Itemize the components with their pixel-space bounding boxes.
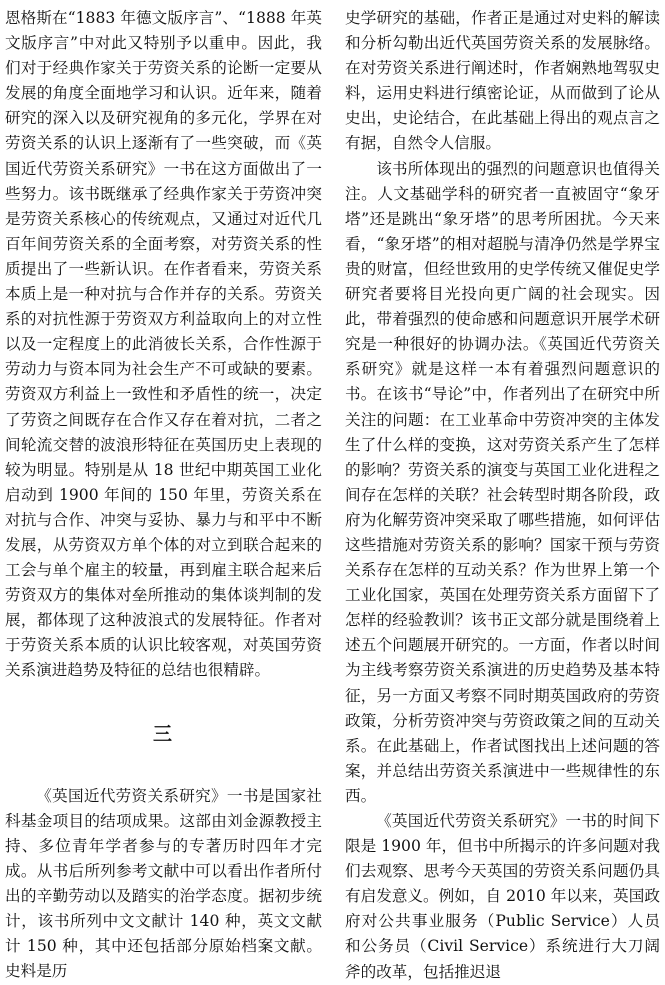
right-column xyxy=(345,6,660,985)
body-paragraph: 《英国近代劳资关系研究》一书是国家社科基金项目的结项成果。这部由刘金源教授主持、多位青年学者参与的专著历时四年才完成。从书后所列参考文献中可以看出作者所付出的辛勤劳动以及踏实的治学态度。据初步统计，该书所列中文文献计 140 种，英文文献计 150 种，其中还包括部分原始档案文献。史料是历 xyxy=(5,786,322,981)
body-paragraph: 该书所体现出的强烈的问题意识也值得关注。人文基础学科的研究者一直被固守“象牙塔”还是跳出“象牙塔”的思考所困扰。今天来看，“象牙塔”的相对超脱与清净仍然是学界宝贵的财富，但经世致用的史学传统又催促史学研究者要将目光投向更广阔的社会现实。因此，带着强烈的使命感和问题意识开展学术研究是一种很好的协调办法。《英国近代劳资关系研究》就是这样一本有着强烈问题意识的书。在该书“导论”中，作者列出了在研究中所关注的问题：在工业革命中劳资冲突的主体发生了什么样的变换，这对劳资关系产生了怎样的影响？劳资关系的演变与英国工业化进程之间存在怎样的关联？社会转型时期各阶段，政府为化解劳资冲突采取了哪些措施，如何评估这些措施对劳资关系的影响？国家干预与劳资关系存在怎样的互动关系？作为世界上第一个工业化国家，英国在处理劳资关系方面留下了怎样的经验教训？该书正文部分就是围绕着上述五个问题展开研究的。一方面，作者以时间为主线考察劳资关系演进的历史趋势及基本特征，另一方面又考察不同时期英国政府的劳资政策，分析劳资冲突与劳资政策之间的互动关系。在此基础上，作者试图找出上述问题的答案，并总结出劳资关系演进中一些规律性的东西。 xyxy=(345,159,660,805)
body-paragraph: 史学研究的基础，作者正是通过对史料的解读和分析勾勒出近代英国劳资关系的发展脉络。在对劳资关系进行阐述时，作者娴熟地驾驭史料，运用史料进行缜密论证，从而做到了论从史出，史论结合，在此基础上得出的观点言之有据，自然令人信服。 xyxy=(345,9,660,153)
left-column xyxy=(5,6,322,984)
body-paragraph: 《英国近代劳资关系研究》一书的时间下限是 1900 年，但书中所揭示的许多问题对我们去观察、思考今天英国的劳资关系问题仍具有启发意义。例如，自 2010 年以来，英国政府对公共事业服务（Public Service）人员和公务员（Civil Service）系统进行大刀阔斧的改革，包括推迟退 xyxy=(345,812,660,981)
body-paragraph: 恩格斯在“1883 年德文版序言”、“1888 年英文版序言”中对此又特别予以重申。因此，我们对于经典作家关于劳资关系的论断一定要从发展的角度全面地学习和认识。近年来，随着研究的深入以及研究视角的多元化，学界在对劳资关系的认识上逐渐有了一些突破，而《英国近代劳资关系研究》一书在这方面做出了一些努力。该书既继承了经典作家关于劳资冲突是劳资关系核心的传统观点，又通过对近代几百年间劳资关系的全面考察，对劳资关系的性质提出了一些新认识。在作者看来，劳资关系本质上是一种对抗与合作并存的关系。劳资关系的对抗性源于劳资双方利益取向上的对立性以及一定程度上的此消彼长关系，合作性源于劳动力与资本同为社会生产不可或缺的要素。劳资双方利益上一致性和矛盾性的统一，决定了劳资之间既存在合作又存在着对抗，二者之间轮流交替的波浪形特征在英国历史上表现的较为明显。特别是从 18 世纪中期英国工业化启动到 1900 年间的 150 年里，劳资关系在对抗与合作、冲突与妥协、暴力与和平中不断发展，从劳资双方单个体的对立到联合起来的工会与单个雇主的较量，再到雇主联合起来后劳资双方的集体对垒所推动的集体谈判制的发展，都体现了这种波浪式的发展特征。作者对于劳资关系本质的认识比较客观，对英国劳资关系演进趋势及特征的总结也很精辟。 xyxy=(5,9,322,680)
section-heading: 三 xyxy=(152,722,174,745)
